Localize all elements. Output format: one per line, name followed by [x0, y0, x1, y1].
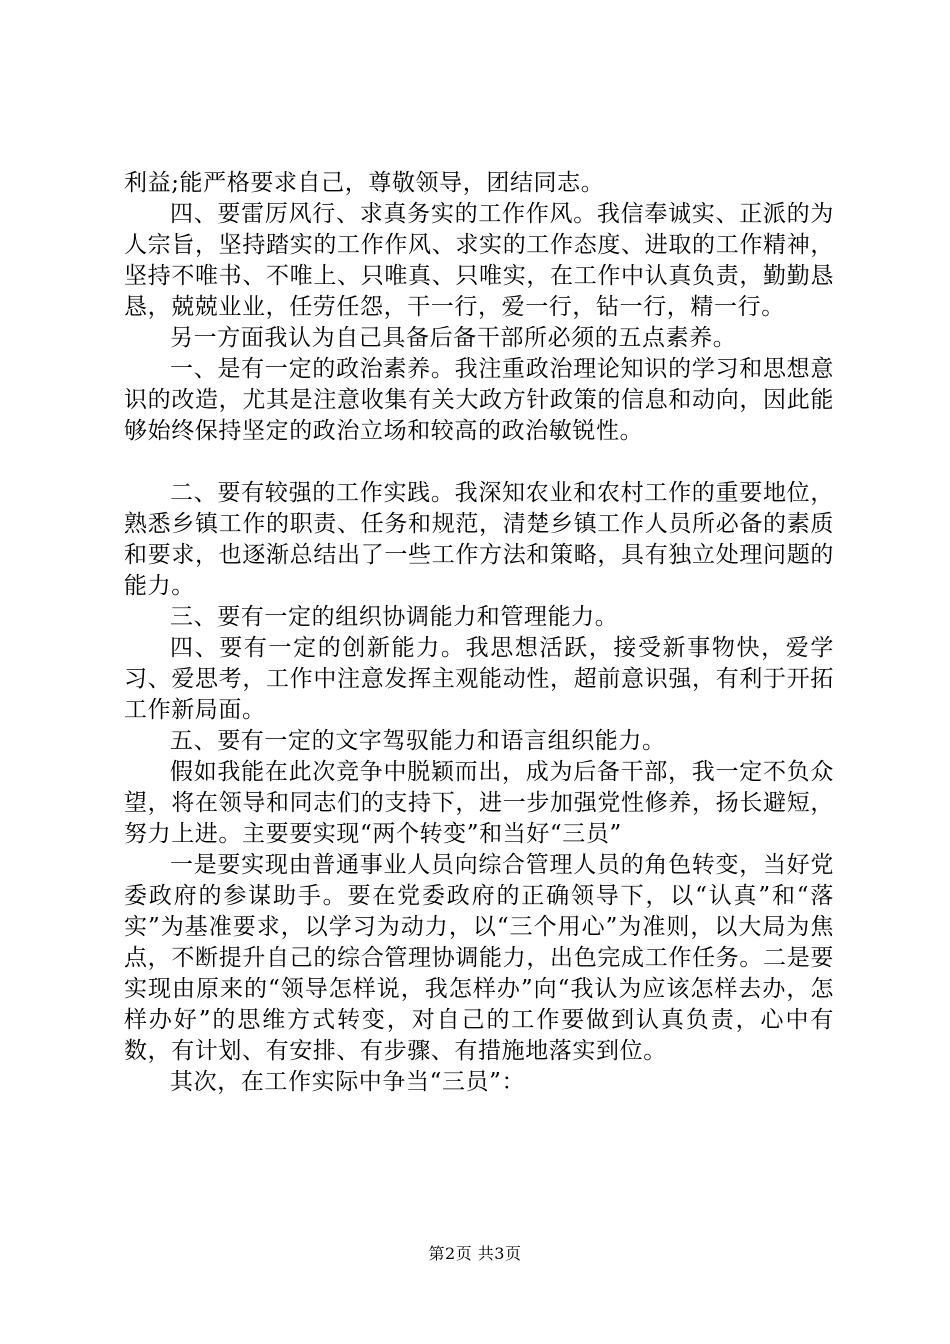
paragraph-7: 四、要有一定的创新能力。我思想活跃，接受新事物快，爱学习、爱思考，工作中注意发挥主观能动性，超前意识强，有利于开拓工作新局面。 [124, 635, 834, 723]
paragraph-2: 四、要雷厉风行、求真务实的工作作风。我信奉诚实、正派的为人宗旨，坚持踏实的工作作风、求实的工作态度、进取的工作精神，坚持不唯书、不唯上、只唯真、只唯实，在工作中认真负责，勤勤恳恳，兢兢业业，任劳任怨，干一行，爱一行，钻一行，精一行。 [124, 201, 834, 320]
page-number-label: 第2页 共3页 [428, 1244, 522, 1263]
paragraph-5: 二、要有较强的工作实践。我深知农业和农村工作的重要地位，熟悉乡镇工作的职责、任务和规范，清楚乡镇工作人员所必备的素质和要求，也逐渐总结出了一些工作方法和策略，具有独立处理问题的能力。 [124, 480, 834, 599]
paragraph-8: 五、要有一定的文字驾驭能力和语言组织能力。 [170, 728, 666, 754]
paragraph-9: 假如我能在此次竞争中脱颖而出，成为后备干部，我一定不负众望，将在领导和同志们的支持下，进一步加强党性修养，扬长避短，努力上进。主要要实现“两个转变”和当好“三员” [124, 759, 834, 847]
paragraph-10: 一是要实现由普通事业人员向综合管理人员的角色转变，当好党委政府的参谋助手。要在党委政府的正确领导下，以“认真”和“落实”为基准要求，以学习为动力，以“三个用心”为准则，以大局为焦点，不断提升自己的综合管理协调能力，出色完成工作任务。二是要实现由原来的“领导怎样说，我怎样办”向“我认为应该怎样去办，怎样办好”的思维方式转变，对自己的工作要做到认真负责，心中有数，有计划、有安排、有步骤、有措施地落实到位。 [124, 852, 834, 1064]
page-footer [0, 1244, 950, 1264]
paragraph-6: 三、要有一定的组织协调能力和管理能力。 [170, 604, 619, 630]
paragraph-4: 一、是有一定的政治素养。我注重政治理论知识的学习和思想意识的改造，尤其是注意收集有关大政方针政策的信息和动向，因此能够始终保持坚定的政治立场和较高的政治敏锐性。 [124, 356, 834, 444]
paragraph-11: 其次，在工作实际中争当“三员”： [170, 1069, 526, 1095]
paragraph-1: 利益;能严格要求自己，尊敬领导，团结同志。 [124, 170, 605, 196]
paragraph-3: 另一方面我认为自己具备后备干部所必须的五点素养。 [170, 325, 737, 351]
document-body [124, 168, 834, 1098]
